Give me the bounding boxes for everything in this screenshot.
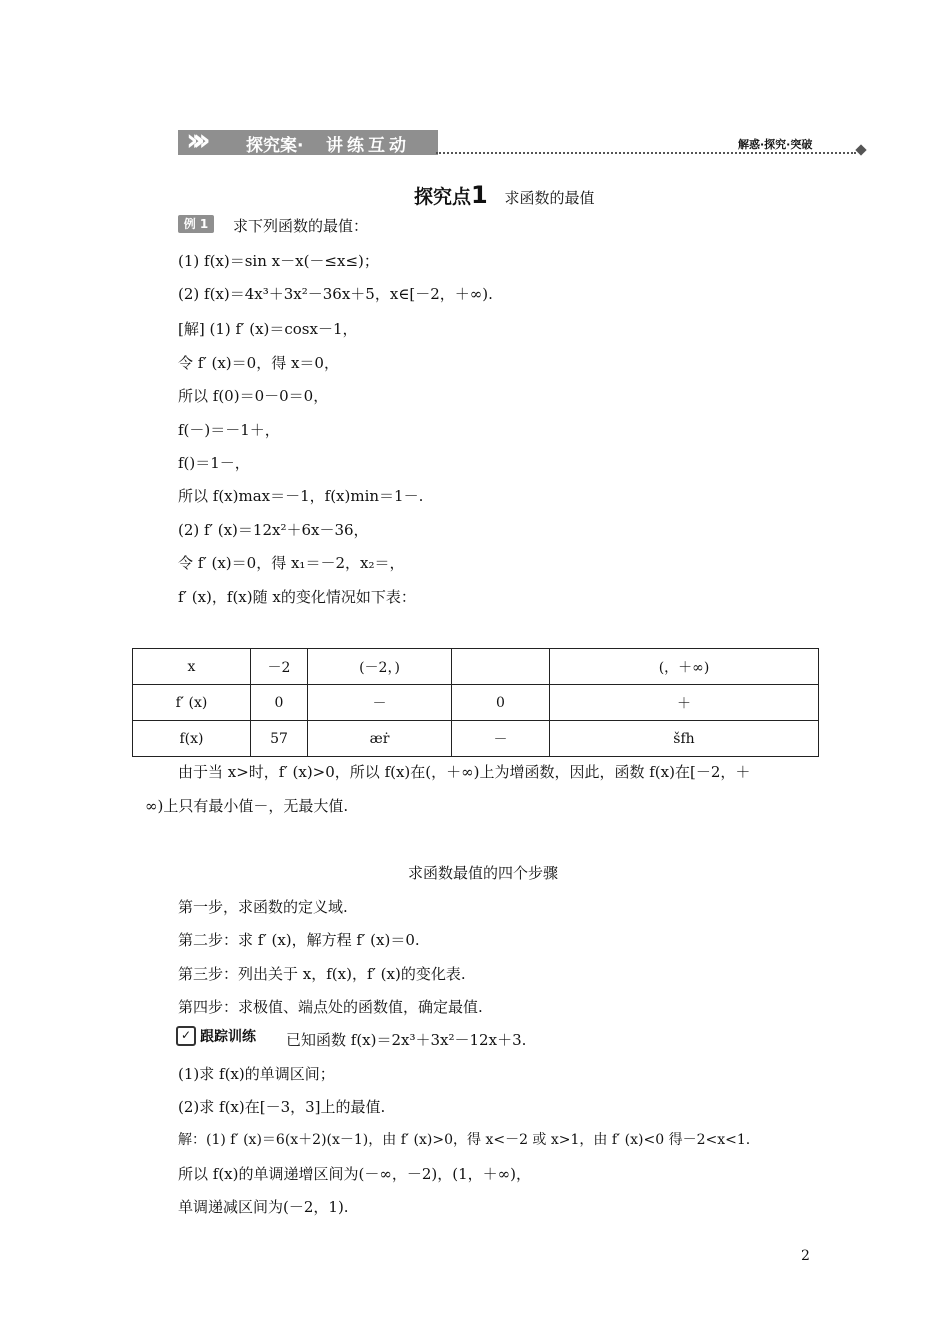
- solution-line: 所以 f(0)＝0－0＝0，: [178, 387, 329, 405]
- table-cell: －: [308, 685, 452, 721]
- page-number: 2: [801, 1248, 810, 1264]
- title-number: 1: [471, 181, 488, 209]
- steps-title: 求函数最值的四个步骤: [408, 864, 559, 882]
- table-cell: 0: [251, 685, 308, 721]
- table-cell: f′ (x): [133, 685, 251, 721]
- tracking-prompt: 已知函数 f(x)＝2x³＋3x²－12x＋3.: [286, 1031, 527, 1049]
- table-row: [133, 685, 819, 721]
- table-cell: 57: [251, 721, 308, 757]
- table-cell: －2: [251, 649, 308, 685]
- solution-line: f()＝1－，: [178, 454, 250, 472]
- tracking-question-2: (2)求 f(x)在[－3，3]上的最值.: [178, 1098, 386, 1116]
- table-row: [133, 649, 819, 685]
- header-dotted-rule: [436, 152, 856, 154]
- table-cell: 0: [452, 685, 550, 721]
- solution-line: 所以 f(x)max＝－1，f(x)min＝1－.: [178, 487, 424, 505]
- step-item: 第四步：求极值、端点处的函数值，确定最值.: [178, 998, 483, 1016]
- solution-line: 令 f′ (x)＝0，得 x₁＝－2，x₂＝，: [178, 554, 405, 572]
- conclusion-line-2: ∞)上只有最小值－，无最大值.: [145, 797, 349, 815]
- solution-line: [解] (1) f′ (x)＝cosx－1，: [178, 320, 358, 338]
- section-tag: 解惑·探究·突破: [738, 138, 813, 151]
- title-bold: 探究点: [414, 186, 472, 208]
- table-cell: šfh: [550, 721, 819, 757]
- tracking-solution-line: 所以 f(x)的单调递增区间为(－∞，－2)，(1，＋∞)，: [178, 1165, 531, 1183]
- table-row: [133, 721, 819, 757]
- example-tag: 例 1: [178, 215, 214, 233]
- example-question-1: (1) f(x)＝sin x－x(－≤x≤)；: [178, 252, 379, 270]
- table-cell: f(x): [133, 721, 251, 757]
- step-item: 第一步，求函数的定义域.: [178, 898, 348, 916]
- conclusion-line-1: 由于当 x>时，f′ (x)>0，所以 f(x)在(，＋∞)上为增函数，因此，函数 f(x)在[－2，＋: [178, 763, 751, 781]
- diamond-icon: [855, 144, 866, 155]
- table-cell: x: [133, 649, 251, 685]
- tracking-tag: [176, 1026, 256, 1046]
- banner-title-part2: 讲练互动: [326, 136, 410, 156]
- chevron-double-icon: »»: [186, 123, 197, 158]
- checkmark-icon: ✓: [176, 1026, 196, 1046]
- example-prompt: 求下列函数的最值：: [233, 217, 369, 235]
- table-cell: æṙ: [308, 721, 452, 757]
- table-cell: －: [452, 721, 550, 757]
- banner-title-part1: 探究案·: [246, 136, 304, 156]
- example-question-2: (2) f(x)＝4x³＋3x²－36x＋5，x∈[－2，＋∞).: [178, 285, 493, 303]
- solution-line: f(－)＝－1＋，: [178, 421, 280, 439]
- step-item: 第三步：列出关于 x，f(x)，f′ (x)的变化表.: [178, 965, 466, 983]
- table-cell: (，＋∞): [550, 649, 819, 685]
- table-cell: (－2，): [308, 649, 452, 685]
- page-title: [414, 181, 595, 209]
- step-item: 第二步：求 f′ (x)，解方程 f′ (x)＝0.: [178, 931, 420, 949]
- title-text: 求函数的最值: [504, 189, 595, 207]
- solution-line: 令 f′ (x)＝0，得 x＝0，: [178, 354, 339, 372]
- solution-line: f′ (x)，f(x)随 x的变化情况如下表：: [178, 588, 416, 606]
- solution-line: (2) f′ (x)＝12x²＋6x－36，: [178, 521, 369, 539]
- variation-table: [132, 648, 819, 757]
- tracking-solution-line: 解：(1) f′ (x)＝6(x＋2)(x－1)，由 f′ (x)>0，得 x<－2 或 x>1，由 f′ (x)<0 得－2<x<1.: [178, 1132, 751, 1148]
- tracking-question-1: (1)求 f(x)的单调区间；: [178, 1065, 335, 1083]
- tracking-label: 跟踪训练: [200, 1029, 256, 1045]
- table-cell: [452, 649, 550, 685]
- tracking-solution-line: 单调递减区间为(－2，1).: [178, 1198, 349, 1216]
- table-cell: ＋: [550, 685, 819, 721]
